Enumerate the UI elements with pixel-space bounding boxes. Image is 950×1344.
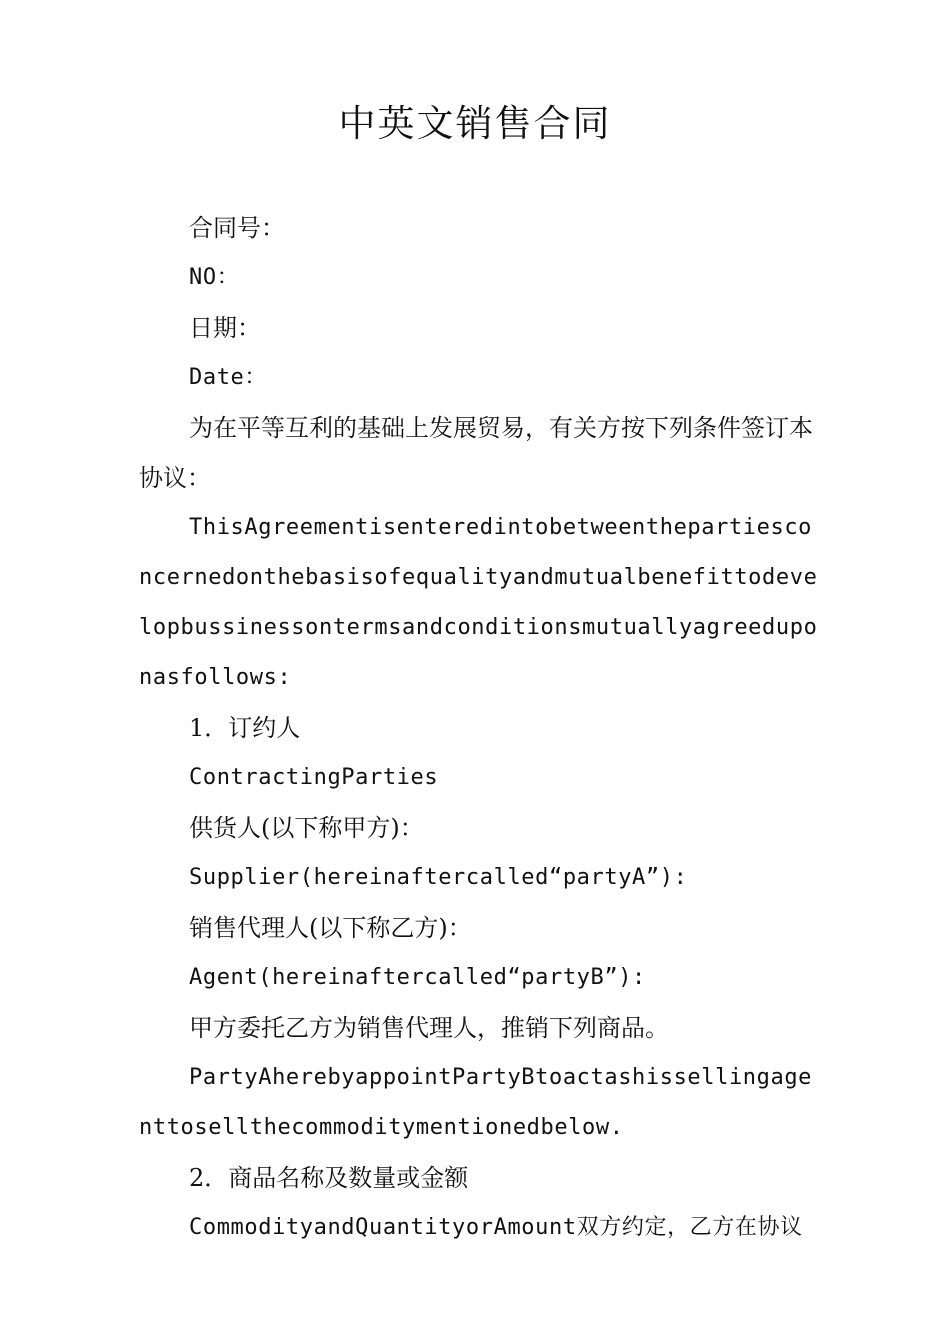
supplier-label-en: Supplier(hereinaftercalled“partyA”): — [189, 865, 688, 890]
appointment-paragraph-en: PartyAherebyappointPartyBtoactashissellingagenttosellthecommoditymentionedbelow. — [139, 1065, 813, 1140]
section-1-heading-en: ContractingParties — [189, 765, 439, 790]
contract-number-label-en: NO： — [189, 265, 240, 290]
section-2-heading-en: CommodityandQuantityorAmount双方约定，乙方在协议 — [189, 1215, 803, 1240]
document-title: 中英文销售合同 — [338, 102, 612, 145]
date-label-en: Date： — [189, 365, 267, 390]
date-label-cn: 日期： — [189, 314, 261, 342]
document-body — [139, 203, 819, 1253]
section-1-heading-cn: 1．订约人 — [189, 714, 301, 742]
appointment-paragraph-cn: 甲方委托乙方为销售代理人，推销下列商品。 — [189, 1014, 669, 1042]
intro-paragraph-cn: 为在平等互利的基础上发展贸易，有关方按下列条件签订本协议： — [139, 414, 813, 492]
section-2-heading-cn: 2．商品名称及数量或金额 — [189, 1164, 469, 1192]
agent-label-en: Agent(hereinaftercalled“partyB”): — [189, 965, 646, 990]
agent-label-cn: 销售代理人(以下称乙方)： — [189, 914, 472, 942]
supplier-label-cn: 供货人(以下称甲方)： — [189, 814, 424, 842]
contract-number-label-cn: 合同号： — [189, 214, 285, 242]
intro-paragraph-en: ThisAgreementisenteredintobetweenthepartiesconcernedonthebasisofequalityandmutualbenefittodevelopbussinessontermsandconditionsmutuallyagreeduponasfollows: — [139, 515, 818, 690]
